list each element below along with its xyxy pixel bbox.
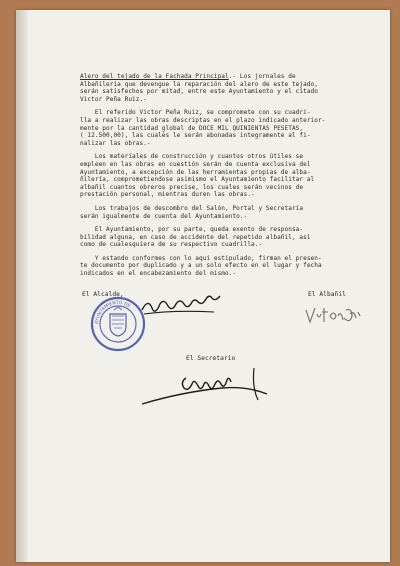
text-line	[80, 213, 374, 221]
text-segment: prestación personal, mientras duren las obras.-	[80, 191, 255, 199]
text-segment: Victor Peña Ruiz.-	[80, 95, 147, 103]
text-segment: serán igualmente de cuenta del Ayuntamiento.-	[80, 212, 248, 220]
secretario-signature	[136, 360, 286, 410]
text-segment: Albañilería que devengue la reparación del alero de este tejado,	[80, 80, 318, 88]
text-line	[80, 262, 374, 270]
text-line	[80, 169, 374, 177]
text-segment: bilidad alguna, en caso de accidente del repetido albañil, asi	[80, 233, 311, 241]
text-segment: como de cualesquiera de su respectivo cuadrilla.-	[80, 241, 263, 249]
text-segment: empleen en las obras en cuestión serán de cuenta exclusiva del	[80, 160, 311, 168]
text-line	[80, 117, 374, 125]
paragraph	[80, 255, 374, 278]
text-line	[80, 270, 374, 278]
text-line	[80, 88, 374, 96]
stamp-text: AYUNTAMIENTO DE	[94, 300, 131, 325]
text-line	[80, 255, 374, 263]
paragraph	[80, 153, 374, 199]
secretario-label: El Secretario	[186, 355, 236, 362]
text-line	[80, 161, 374, 169]
text-line	[80, 109, 374, 117]
text-line	[80, 191, 374, 199]
paragraph	[80, 226, 374, 249]
text-segment: Y estando conformes con lo aqui estipulado, firman el presen-	[80, 254, 322, 262]
paragraph	[80, 73, 374, 103]
albanil-signature	[302, 302, 366, 328]
text-segment: .- Los jornales de	[228, 73, 296, 80]
text-segment: El Ayuntamiento, por su parte, queda exento de responsa-	[80, 226, 304, 234]
text-segment: Ayuntamiento, a excepción de las herramientas propias de alba-	[80, 168, 311, 176]
text-line	[80, 132, 374, 140]
text-segment: Los materiales de construcción y cuantos otros útiles se	[80, 153, 304, 161]
text-line	[80, 205, 374, 213]
text-segment: ( 12.500,00), las cuales le serán abonadas integramente al fi-	[80, 132, 311, 140]
text-segment: indicados en el encabezamiento del mismo.-	[80, 270, 237, 278]
text-line	[80, 226, 374, 234]
text-line	[80, 241, 374, 249]
paper-edge	[16, 10, 28, 562]
text-line	[80, 153, 374, 161]
text-segment: serán satisfechos por mitad, entre este Ayuntamiento y el citado	[80, 88, 318, 96]
section-heading: Alero del tejado de la Fachada Principal	[80, 73, 229, 80]
alcalde-label: El Alcalde,	[82, 291, 124, 298]
alcalde-signature	[138, 292, 228, 320]
text-segment: ñilería, comprometiendose asimismo el Ayuntamiento facilitar al	[80, 176, 315, 184]
paragraph	[80, 109, 374, 147]
text-line	[80, 234, 374, 242]
document-body	[80, 73, 374, 284]
paragraph	[80, 205, 374, 220]
text-segment: Los trabajos de descombro del Salón, Portal y Secretaría	[80, 204, 304, 212]
text-line	[80, 96, 374, 104]
text-segment: lla a realizar las obras descriptas en el plazo indicado anterior-	[80, 116, 326, 124]
text-segment: nalizar las obras.-	[80, 139, 151, 147]
text-segment: mente por la cantidad global de DOCE MIL QUINIENTAS PESETAS,	[80, 124, 304, 132]
albanil-label: El Albañil	[308, 291, 346, 298]
text-line	[80, 73, 374, 81]
text-segment: albañil cuantos obreros precise, los cuales serán vecinos de	[80, 183, 304, 191]
text-segment: te documento por duplicado y a un solo efecto en el lugar y fecha	[80, 262, 322, 270]
text-line	[80, 140, 374, 148]
text-line	[80, 176, 374, 184]
text-segment: El referido Victor Peña Ruiz, se compromete con su cuadri-	[80, 109, 311, 117]
document-page	[16, 10, 390, 562]
